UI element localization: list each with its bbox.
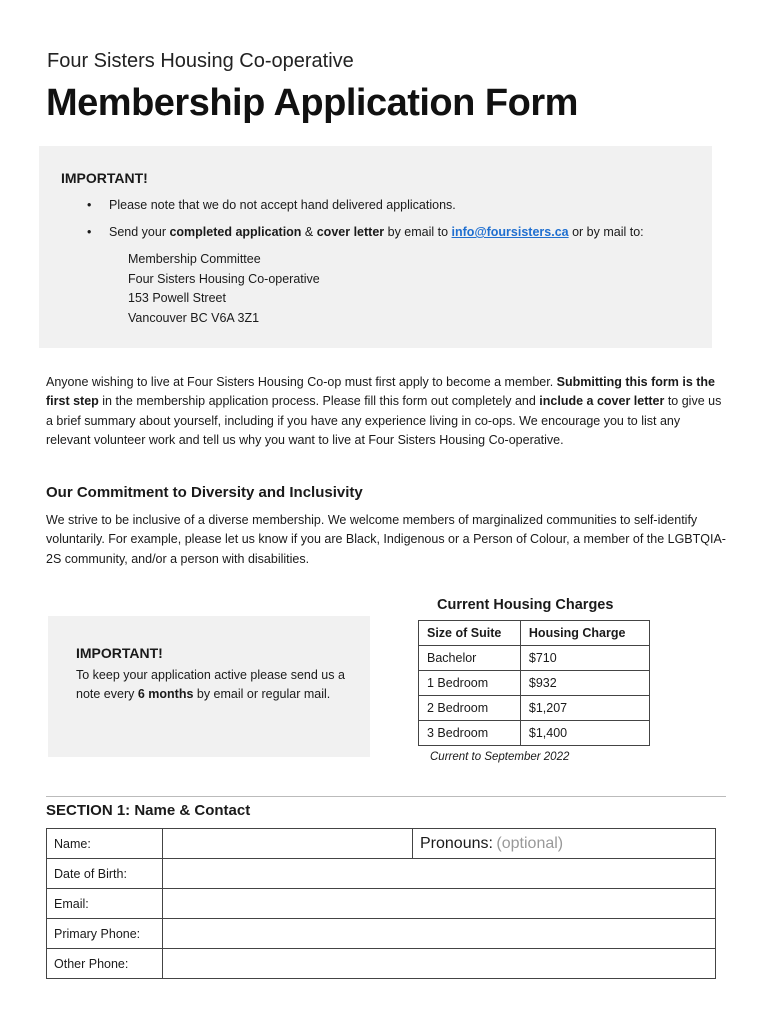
charge: $1,400 bbox=[520, 721, 649, 746]
email-link[interactable]: info@foursisters.ca bbox=[451, 225, 569, 239]
address-line: Four Sisters Housing Co-operative bbox=[128, 271, 320, 286]
suite-size: 3 Bedroom bbox=[419, 721, 521, 746]
bold-text: Submitting this form is the first step bbox=[46, 375, 715, 409]
housing-charges-title: Current Housing Charges bbox=[437, 597, 614, 613]
email-field[interactable] bbox=[163, 889, 716, 919]
dob-field[interactable] bbox=[163, 859, 716, 889]
suite-size: Bachelor bbox=[419, 646, 521, 671]
primary-phone-field[interactable] bbox=[163, 919, 716, 949]
bold-text: include a cover letter bbox=[539, 394, 665, 409]
table-row bbox=[419, 696, 650, 721]
important-list bbox=[109, 198, 644, 252]
intro-paragraph bbox=[46, 373, 726, 450]
address-line: Vancouver BC V6A 3Z1 bbox=[128, 310, 260, 325]
text: & bbox=[301, 225, 317, 239]
page-title: Membership Application Form bbox=[46, 82, 578, 124]
table-row bbox=[419, 671, 650, 696]
address-line: 153 Powell Street bbox=[128, 291, 226, 305]
column-header: Housing Charge bbox=[520, 621, 649, 646]
table-row bbox=[419, 721, 650, 746]
primary-phone-label: Primary Phone: bbox=[47, 919, 163, 949]
form-row-primary-phone bbox=[47, 919, 716, 949]
pronouns-label: Pronouns: bbox=[420, 834, 493, 852]
name-field[interactable] bbox=[163, 829, 413, 859]
divider bbox=[46, 796, 726, 797]
pronouns-optional: (optional) bbox=[496, 834, 564, 852]
form-row-dob bbox=[47, 859, 716, 889]
table-row bbox=[419, 646, 650, 671]
email-label: Email: bbox=[47, 889, 163, 919]
text: To keep your application active please send us a note every bbox=[76, 668, 345, 701]
important-box bbox=[39, 146, 712, 348]
text: by email or regular mail. bbox=[193, 687, 331, 701]
text: Anyone wishing to live at Four Sisters Housing Co-op must first apply to become a member. bbox=[46, 375, 557, 389]
suite-size: 2 Bedroom bbox=[419, 696, 521, 721]
other-phone-field[interactable] bbox=[163, 949, 716, 979]
other-phone-label: Other Phone: bbox=[47, 949, 163, 979]
table-header-row bbox=[419, 621, 650, 646]
suite-size: 1 Bedroom bbox=[419, 671, 521, 696]
bullet-send bbox=[109, 225, 644, 252]
charge: $710 bbox=[520, 646, 649, 671]
diversity-heading: Our Commitment to Diversity and Inclusivity bbox=[46, 484, 363, 501]
diversity-paragraph: We strive to be inclusive of a diverse membership. We welcome members of marginalized communities to self-identify voluntarily. For example, please let us know if you are Black, Indigenous or a Person of Colour, a member of the LGBTQIA-2S community, and/or a person with disabilities. bbox=[46, 513, 726, 566]
form-row-email bbox=[47, 889, 716, 919]
section1-heading: SECTION 1: Name & Contact bbox=[46, 802, 251, 819]
important-note-box bbox=[48, 616, 370, 757]
charge: $932 bbox=[520, 671, 649, 696]
text: to give us a brief summary about yourself, including if you have any experience living in co-ops. We encourage you to list any relevant volunteer work and tell us why you want to live at Four Sisters Housing Co-operative. bbox=[46, 394, 722, 447]
charge: $1,207 bbox=[520, 696, 649, 721]
organization-name: Four Sisters Housing Co-operative bbox=[47, 50, 354, 72]
form-row-name bbox=[47, 829, 716, 859]
charges-note: Current to September 2022 bbox=[430, 751, 570, 763]
dob-label: Date of Birth: bbox=[47, 859, 163, 889]
important-heading: IMPORTANT! bbox=[76, 645, 163, 661]
text: by email to bbox=[384, 225, 452, 239]
important-heading: IMPORTANT! bbox=[61, 170, 148, 186]
contact-form-table bbox=[46, 828, 716, 979]
name-label: Name: bbox=[47, 829, 163, 859]
form-row-other-phone bbox=[47, 949, 716, 979]
important-note-text bbox=[76, 666, 356, 704]
pronouns-field[interactable] bbox=[413, 829, 716, 859]
housing-charges-table bbox=[418, 620, 650, 746]
text: Send your bbox=[109, 225, 170, 239]
address-line: Membership Committee bbox=[128, 252, 261, 266]
bold-text: cover letter bbox=[316, 225, 385, 239]
column-header: Size of Suite bbox=[419, 621, 521, 646]
mailing-address bbox=[128, 250, 320, 328]
text: or by mail to: bbox=[568, 225, 644, 239]
bold-text: 6 months bbox=[137, 687, 194, 701]
bullet-hand-delivery: • Please note that we do not accept hand delivered applications. bbox=[109, 198, 644, 225]
text: in the membership application process. Please fill this form out completely and bbox=[98, 394, 540, 409]
bold-text: completed application bbox=[169, 225, 302, 239]
